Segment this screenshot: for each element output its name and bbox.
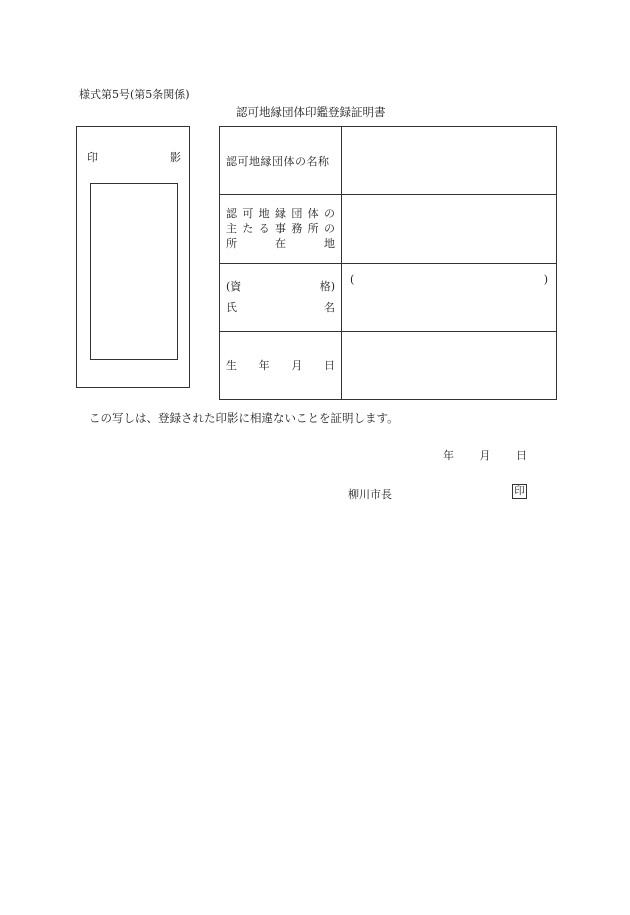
seal-imprint-area: [90, 183, 178, 360]
document-title: 認可地縁団体印鑑登録証明書: [236, 105, 386, 119]
registration-info-table: [219, 126, 557, 400]
table-row-birthdate: [220, 331, 557, 399]
certification-statement: この写しは、登録された印影に相違ないことを証明します。: [89, 411, 399, 425]
label-cell-birthdate: [220, 331, 342, 399]
table-row-name: [220, 127, 557, 195]
label-cell-representative: [220, 263, 342, 331]
date-month: 月: [479, 449, 491, 462]
address-line-2: 主 た る 事 務 所 の: [226, 222, 335, 236]
date-year: 年: [443, 449, 454, 462]
issue-date: [443, 447, 527, 463]
value-cell-address: [342, 195, 557, 263]
label-cell-address: [220, 195, 342, 263]
table-row-representative: [220, 263, 557, 331]
address-line-1: 認 可 地 縁 団 体 の: [226, 207, 335, 221]
qualification-line: (資 格): [226, 280, 335, 294]
value-cell-birthdate: [342, 331, 557, 399]
value-cell-name: [342, 127, 557, 195]
qualification-parentheses: ( ): [350, 273, 548, 287]
value-cell-representative: [342, 263, 557, 331]
seal-label-in: 印: [87, 151, 98, 164]
label-cell-name: [220, 127, 342, 195]
form-number: 様式第5号(第5条関係): [79, 88, 190, 101]
label-birthdate: 生 年 月 日: [226, 358, 335, 372]
seal-label-kage: 影: [170, 151, 181, 164]
issuer-title: 柳川市長: [348, 488, 392, 501]
table-row-address: [220, 195, 557, 263]
label-address: [220, 206, 341, 251]
label-representative: [220, 279, 341, 315]
official-seal-mark: 印: [512, 484, 527, 499]
label-group-name: 認可地縁団体の名称: [226, 154, 330, 168]
date-day: 日: [516, 449, 527, 462]
name-line: 氏 名: [226, 301, 335, 315]
address-line-3: 所 在 地: [226, 237, 335, 251]
